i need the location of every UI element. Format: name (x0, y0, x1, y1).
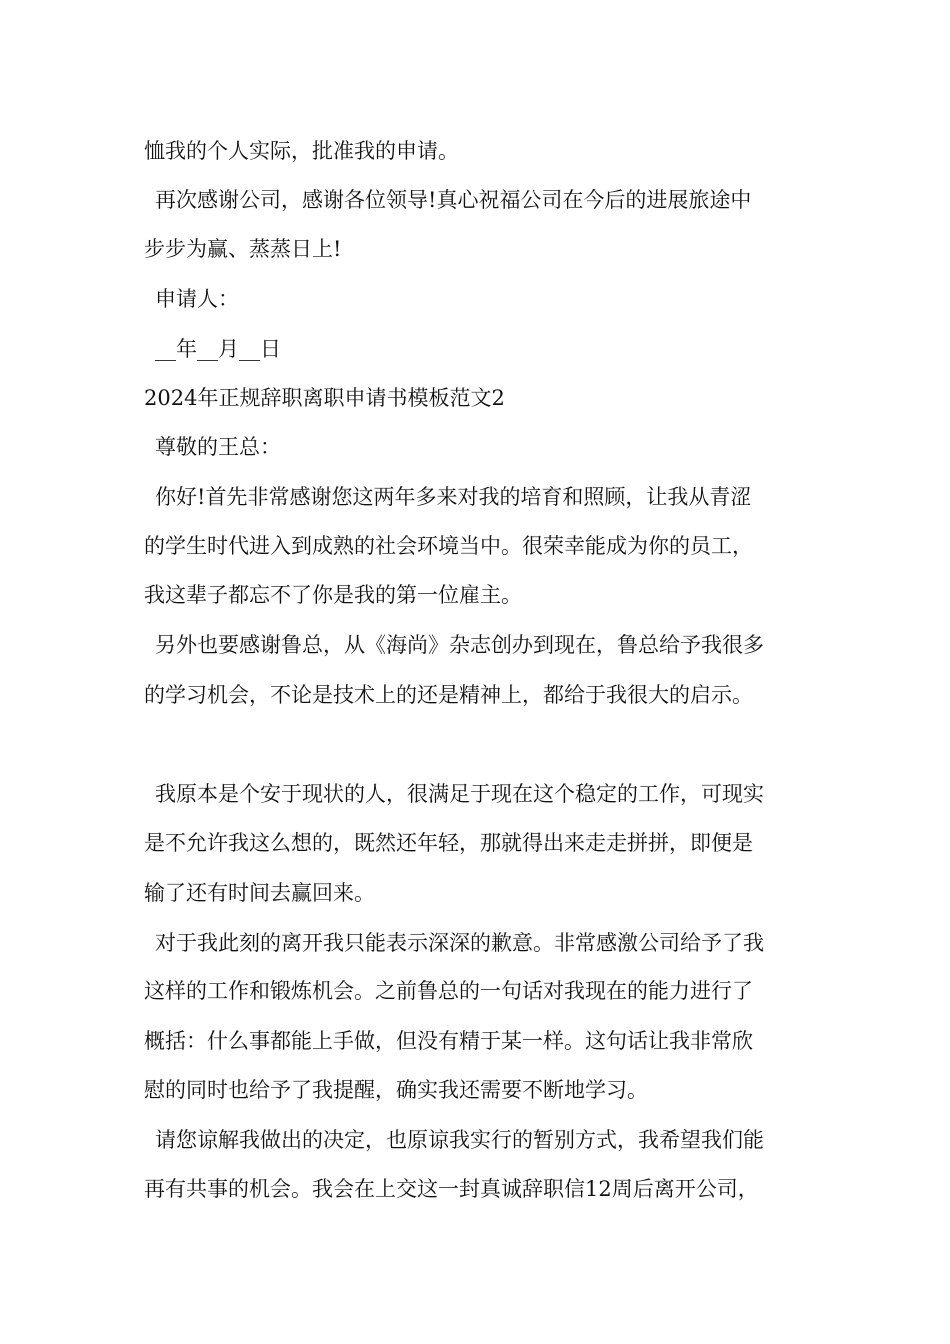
date-line: __年__月__日 (155, 337, 281, 361)
text-line: 慰的同时也给予了我提醒，确实我还需要不断地学习。 (144, 1078, 648, 1102)
paragraph-line: 你好!首先非常感谢您这两年多来对我的培育和照顾，让我从青涩 (155, 485, 752, 509)
text-line: 这样的工作和锻炼机会。之前鲁总的一句话对我现在的能力进行了 (144, 979, 753, 1003)
text-line: 输了还有时间去赢回来。 (144, 881, 375, 905)
paragraph-line: 再次感谢公司，感谢各位领导!真心祝福公司在今后的进展旅途中 (155, 188, 752, 212)
text-line: 概括：什么事都能上手做，但没有精于某一样。这句话让我非常欣 (144, 1029, 753, 1053)
text-line: 的学生时代进入到成熟的社会环境当中。很荣幸能成为你的员工， (144, 534, 753, 558)
salutation: 尊敬的王总： (155, 435, 281, 459)
paragraph-line: 请您谅解我做出的决定，也原谅我实行的暂别方式，我希望我们能 (155, 1128, 764, 1152)
paragraph-line: 对于我此刻的离开我只能表示深深的歉意。非常感激公司给予了我 (155, 931, 764, 955)
text-line: 是不允许我这么想的，既然还年轻，那就得出来走走拼拼，即便是 (144, 831, 753, 855)
section-title: 2024年正规辞职离职申请书模板范文2 (144, 386, 505, 410)
text-line: 再有共事的机会。我会在上交这一封真诚辞职信12周后离开公司， (144, 1177, 759, 1201)
signature-label: 申请人： (155, 287, 239, 311)
paragraph-line: 另外也要感谢鲁总，从《海尚》杂志创办到现在，鲁总给予我很多 (155, 633, 764, 657)
text-line: 的学习机会，不论是技术上的还是精神上，都给于我很大的启示。 (144, 683, 753, 707)
text-line: 步步为赢、蒸蒸日上! (144, 237, 342, 261)
text-line: 我这辈子都忘不了你是我的第一位雇主。 (144, 583, 522, 607)
text-line: 恤我的个人实际，批准我的申请。 (144, 139, 459, 163)
paragraph-line: 我原本是个安于现状的人，很满足于现在这个稳定的工作，可现实 (155, 782, 764, 806)
